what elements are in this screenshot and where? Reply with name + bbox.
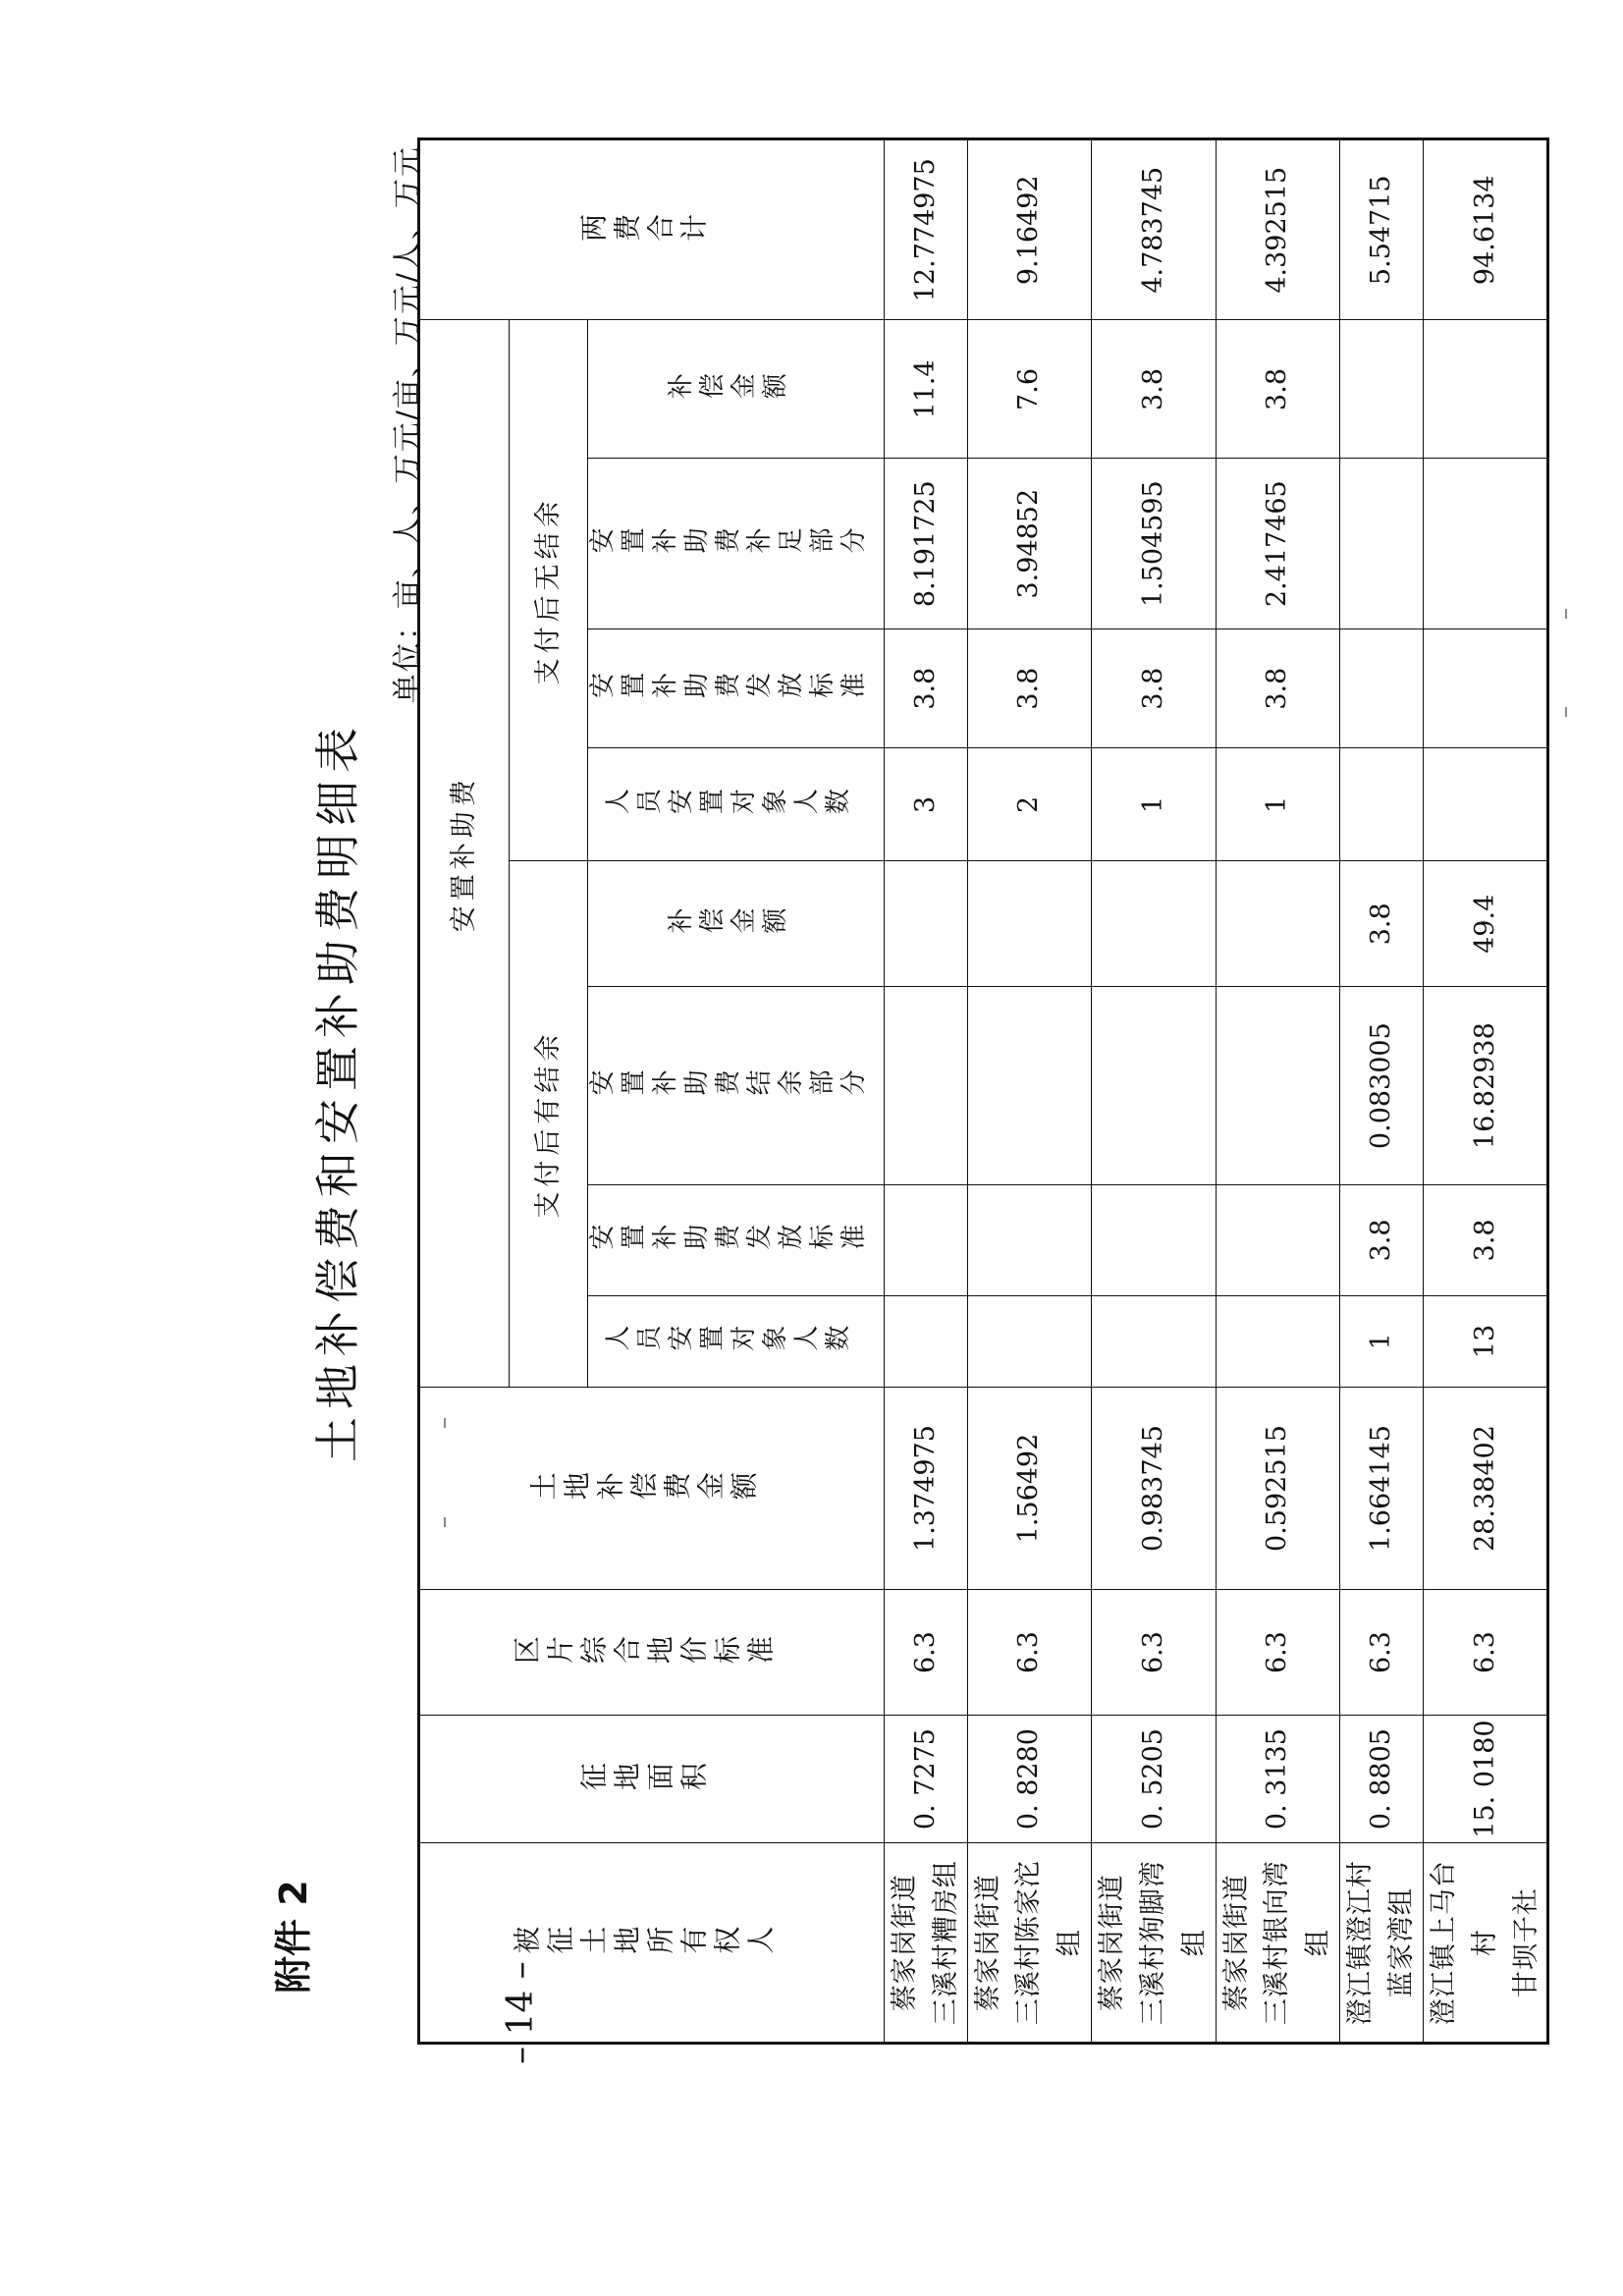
- cell-d-persons: [1340, 748, 1424, 861]
- cell-d-comp: 7.6: [967, 320, 1092, 459]
- owner-line-2: 三溪村糟房组: [930, 1860, 961, 2026]
- cell-d-persons: 2: [967, 748, 1092, 861]
- cell-d-deficit: 1.504595: [1092, 459, 1217, 629]
- th-s-persons: 人员安置对象人数: [588, 1295, 885, 1387]
- owner-line-1: 蔡家岗街道: [972, 1874, 1003, 2012]
- cell-d-standard: [1340, 629, 1424, 747]
- cell-price: 6.3: [1340, 1590, 1424, 1716]
- owner-line-1: 蔡家岗街道: [1220, 1874, 1252, 2012]
- th-d-deficit: 安置补助费补足部分: [588, 459, 885, 629]
- cell-s-comp: [884, 861, 967, 987]
- cell-s-persons: [884, 1295, 967, 1387]
- cell-d-deficit: 2.417465: [1216, 459, 1340, 629]
- cell-s-comp: 3.8: [1340, 861, 1424, 987]
- cell-d-deficit: [1340, 459, 1424, 629]
- scan-speck: [444, 1517, 446, 1527]
- cell-land-comp: 28.38402: [1423, 1388, 1548, 1590]
- owner-line-2: 三溪村银向湾组: [1262, 1860, 1334, 2026]
- cell-d-comp: [1340, 320, 1424, 459]
- cell-total: 5.54715: [1340, 139, 1424, 320]
- rotated-table-page: [295, 137, 1542, 2045]
- cell-owner: [1423, 1843, 1548, 2044]
- cell-area: 0. 7275: [884, 1716, 967, 1843]
- cell-d-deficit: [1423, 459, 1548, 629]
- owner-line-2: 三溪村狗脚湾组: [1137, 1860, 1210, 2026]
- th-total: 两费合计: [419, 139, 885, 320]
- owner-line-2: 三溪村陈家沱组: [1013, 1860, 1086, 2026]
- cell-land-comp: 0.592515: [1216, 1388, 1340, 1590]
- cell-s-comp: 49.4: [1423, 861, 1548, 987]
- th-price: 区片综合地价标准: [419, 1590, 885, 1716]
- cell-s-persons: [1092, 1295, 1217, 1387]
- th-s-standard: 安置补助费发放标准: [588, 1184, 885, 1295]
- th-s-comp: 补偿金额: [588, 861, 885, 987]
- cell-d-standard: 3.8: [1092, 629, 1217, 747]
- th-land-comp: 土地补偿费金额: [419, 1388, 885, 1590]
- cell-s-persons: [1216, 1295, 1340, 1387]
- cell-owner: [1340, 1843, 1424, 2044]
- scan-speck: [1565, 609, 1567, 619]
- table-title: 土地补偿费和安置补助费明细表: [311, 720, 364, 1462]
- th-d-standard: 安置补助费发放标准: [588, 629, 885, 747]
- cell-area: 0. 8805: [1340, 1716, 1424, 1843]
- cell-d-deficit: 3.94852: [967, 459, 1092, 629]
- scan-speck: [1565, 707, 1567, 717]
- th-resettlement: 安置补助费: [419, 320, 510, 1388]
- cell-price: 6.3: [1216, 1590, 1340, 1716]
- cell-d-deficit: 8.191725: [884, 459, 967, 629]
- cell-s-surplus: [884, 987, 967, 1185]
- table-row: [967, 139, 1092, 2044]
- cell-total: 9.16492: [967, 139, 1092, 320]
- cell-s-standard: [884, 1184, 967, 1295]
- table-row: [1216, 139, 1340, 2044]
- cell-s-standard: [1216, 1184, 1340, 1295]
- cell-s-standard: 3.8: [1340, 1184, 1424, 1295]
- th-d-persons: 人员安置对象人数: [588, 748, 885, 861]
- cell-s-standard: [967, 1184, 1092, 1295]
- cell-s-surplus: [1216, 987, 1340, 1185]
- th-d-comp: 补偿金额: [588, 320, 885, 459]
- th-surplus-group: 支付后有结余: [510, 861, 588, 1388]
- th-area: 征地面积: [419, 1716, 885, 1843]
- owner-line-1: 澄江镇上马台村: [1428, 1860, 1500, 2026]
- cell-land-comp: 1.56492: [967, 1388, 1092, 1590]
- cell-d-persons: 1: [1216, 748, 1340, 861]
- cell-s-comp: [967, 861, 1092, 987]
- owner-line-1: 澄江镇澄江村: [1345, 1860, 1377, 2026]
- owner-line-2: 蓝家湾组: [1385, 1887, 1417, 1998]
- cell-area: 0. 3135: [1216, 1716, 1340, 1843]
- cell-d-persons: 1: [1092, 748, 1217, 861]
- cell-area: 15. 0180: [1423, 1716, 1548, 1843]
- cell-d-standard: 3.8: [967, 629, 1092, 747]
- cell-owner: [1092, 1843, 1217, 2044]
- cell-land-comp: 1.664145: [1340, 1388, 1424, 1590]
- cell-area: 0. 8280: [967, 1716, 1092, 1843]
- th-s-surplus: 安置补助费结余部分: [588, 987, 885, 1185]
- page-number: – 14 –: [501, 1961, 541, 2064]
- cell-d-standard: 3.8: [1216, 629, 1340, 747]
- cell-s-persons: 1: [1340, 1295, 1424, 1387]
- cell-total: 12.774975: [884, 139, 967, 320]
- cell-d-persons: [1423, 748, 1548, 861]
- cell-s-surplus: [967, 987, 1092, 1185]
- cell-owner: [967, 1843, 1092, 2044]
- table-row: [1340, 139, 1424, 2044]
- cell-s-surplus: 0.083005: [1340, 987, 1424, 1185]
- cell-s-comp: [1092, 861, 1217, 987]
- cell-s-persons: 13: [1423, 1295, 1548, 1387]
- cell-s-surplus: 16.82938: [1423, 987, 1548, 1185]
- owner-line-2: 甘坝子社: [1510, 1887, 1542, 1998]
- cell-land-comp: 0.983745: [1092, 1388, 1217, 1590]
- cell-land-comp: 1.374975: [884, 1388, 967, 1590]
- th-owner: 被征土地所有权人: [419, 1843, 885, 2044]
- table-row: [1092, 139, 1217, 2044]
- scan-speck: [444, 1418, 446, 1428]
- cell-s-comp: [1216, 861, 1340, 987]
- cell-d-persons: 3: [884, 748, 967, 861]
- cell-owner: [884, 1843, 967, 2044]
- cell-total: 94.6134: [1423, 139, 1548, 320]
- cell-d-comp: 3.8: [1092, 320, 1217, 459]
- cell-s-persons: [967, 1295, 1092, 1387]
- cell-price: 6.3: [1092, 1590, 1217, 1716]
- cell-s-standard: [1092, 1184, 1217, 1295]
- cell-s-surplus: [1092, 987, 1217, 1185]
- cell-d-standard: [1423, 629, 1548, 747]
- cell-d-standard: 3.8: [884, 629, 967, 747]
- cell-d-comp: 3.8: [1216, 320, 1340, 459]
- annex-label: 附件 2: [272, 1880, 315, 1994]
- th-deficit-group: 支付后无结余: [510, 320, 588, 861]
- owner-line-1: 蔡家岗街道: [1097, 1874, 1128, 2012]
- cell-total: 4.392515: [1216, 139, 1340, 320]
- table-row: [1423, 139, 1548, 2044]
- table-row: [884, 139, 967, 2044]
- cell-price: 6.3: [967, 1590, 1092, 1716]
- cell-s-standard: 3.8: [1423, 1184, 1548, 1295]
- cell-d-comp: [1423, 320, 1548, 459]
- cell-price: 6.3: [884, 1590, 967, 1716]
- cell-area: 0. 5205: [1092, 1716, 1217, 1843]
- table-body: [419, 139, 1548, 2044]
- cell-d-comp: 11.4: [884, 320, 967, 459]
- unit-note: 单位：亩、人、万元/亩、万元/人、万元: [391, 145, 425, 704]
- cell-total: 4.783745: [1092, 139, 1217, 320]
- compensation-table: [417, 137, 1549, 2045]
- owner-line-1: 蔡家岗街道: [889, 1874, 920, 2012]
- cell-price: 6.3: [1423, 1590, 1548, 1716]
- cell-owner: [1216, 1843, 1340, 2044]
